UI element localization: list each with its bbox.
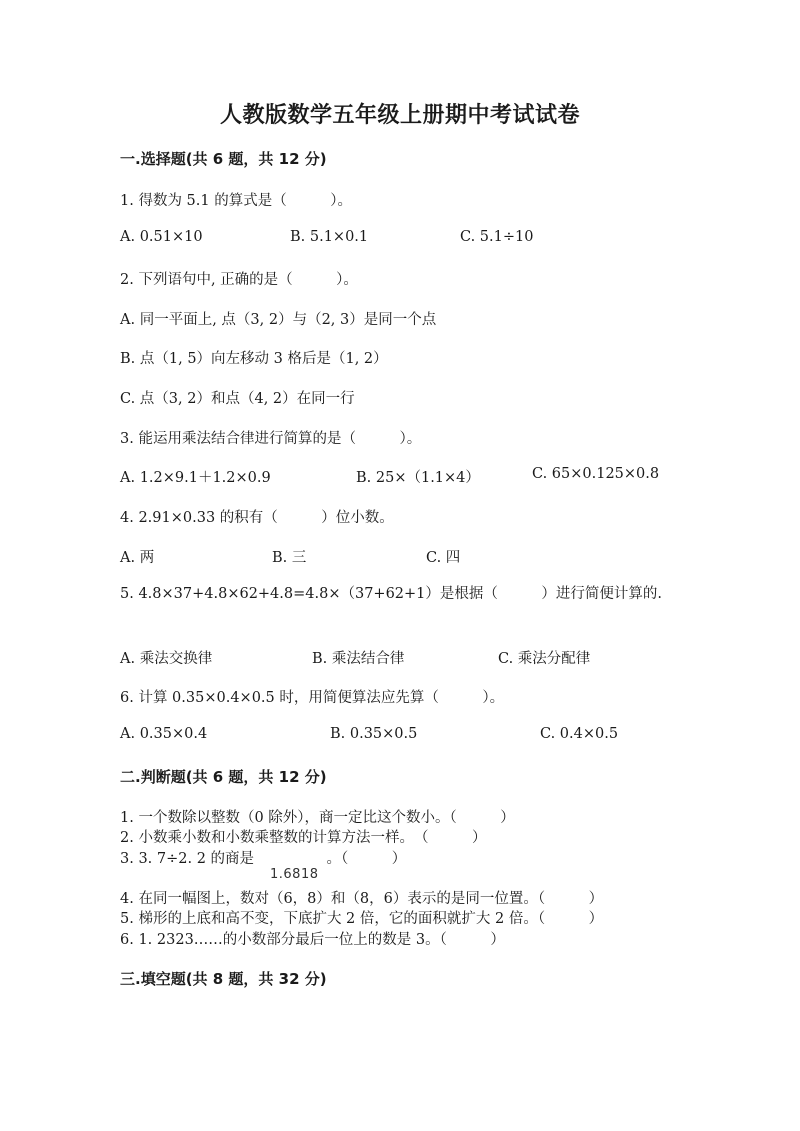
question-5-option-c: C. 乘法分配律	[498, 651, 591, 667]
question-3-option-c: C. 65×0.125×0.8	[532, 466, 660, 482]
question-2-stem: 2. 下列语句中, 正确的是（ ）。	[120, 272, 358, 288]
question-5-option-b: B. 乘法结合律	[312, 651, 405, 667]
question-3-stem: 3. 能运用乘法结合律进行简算的是（ ）。	[120, 431, 422, 447]
judge-item-2: 2. 小数乘小数和小数乘整数的计算方法一样。 （ ）	[120, 830, 487, 846]
judge-item-3: 3. 3. 7÷2. 2 的商是 。（ ）	[120, 851, 407, 867]
question-4-option-a: A. 两	[120, 550, 155, 566]
section-heading-choice: 一.选择题(共 6 题，共 12 分)	[120, 150, 327, 168]
question-2-option-a: A. 同一平面上, 点（3, 2）与（2, 3）是同一个点	[120, 312, 437, 328]
judge-item-1: 1. 一个数除以整数（0 除外），商一定比这个数小。（ ）	[120, 810, 515, 826]
question-5-option-a: A. 乘法交换律	[120, 651, 213, 667]
section-heading-fill-blank: 三.填空题(共 8 题，共 32 分)	[120, 970, 327, 988]
judge-item-5: 5. 梯形的上底和高不变，下底扩大 2 倍，它的面积就扩大 2 倍。（ ）	[120, 911, 604, 927]
question-6-option-b: B. 0.35×0.5	[330, 726, 418, 742]
question-4-option-b: B. 三	[272, 550, 307, 566]
question-6-option-a: A. 0.35×0.4	[120, 726, 208, 742]
question-1-option-b: B. 5.1×0.1	[290, 229, 369, 245]
question-2-option-c: C. 点（3, 2）和点（4, 2）在同一行	[120, 391, 355, 407]
question-3-option-b: B. 25×（1.1×4）	[356, 470, 480, 486]
question-4-option-c: C. 四	[426, 550, 461, 566]
question-5-stem: 5. 4.8×37+4.8×62+4.8=4.8×（37+62+1）是根据（ ）进行简便计算的.	[120, 586, 663, 602]
question-3-option-a: A. 1.2×9.1＋1.2×0.9	[120, 470, 271, 486]
question-1-option-c: C. 5.1÷10	[460, 229, 534, 245]
question-1-option-a: A. 0.51×10	[120, 229, 203, 245]
question-6-option-c: C. 0.4×0.5	[540, 726, 619, 742]
question-2-option-b: B. 点（1, 5）向左移动 3 格后是（1, 2）	[120, 351, 388, 367]
question-6-stem: 6. 计算 0.35×0.4×0.5 时，用简便算法应先算（ ）。	[120, 690, 505, 706]
question-4-stem: 4. 2.91×0.33 的积有（ ）位小数。	[120, 510, 394, 526]
judge-item-4: 4. 在同一幅图上，数对（6，8）和（8，6）表示的是同一位置。（ ）	[120, 891, 604, 907]
judge-item-6: 6. 1. 2323……的小数部分最后一位上的数是 3。（ ）	[120, 932, 505, 948]
section-heading-true-false: 二.判断题(共 6 题，共 12 分)	[120, 768, 327, 786]
question-1-stem: 1. 得数为 5.1 的算式是（ ）。	[120, 193, 352, 209]
inline-number-image: 1.6818	[270, 867, 319, 882]
page-title: 人教版数学五年级上册期中考试试卷	[219, 103, 580, 128]
